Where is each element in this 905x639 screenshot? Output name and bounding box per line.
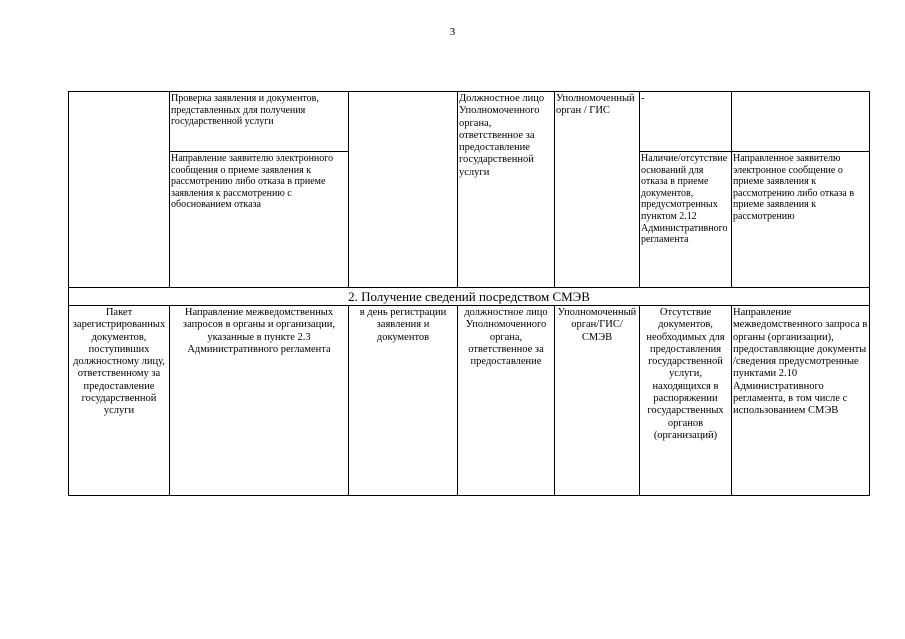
responsible-official-cell: [458, 306, 555, 496]
term-text: в день регистрации заявления и документов: [359, 307, 447, 343]
procedure-table: [68, 91, 870, 496]
action-notify-text: Направление заявителю электронного сообщения о приеме заявления к рассмотрению либо отказа в приеме заявления к рассмотрению с обоснованием отказа: [171, 153, 334, 211]
responsible-official-text: должностное лицо Уполномоченного органа, ответственное за предоставление: [464, 307, 548, 368]
place-smev-cell: [555, 306, 640, 496]
action-check-text: Проверка заявления и документов, представленных для получения государственной услуги: [171, 93, 319, 128]
action-request-text: Направление межведомственных запросов в органы и организации, указанные в пункте 2.3 Административного регламента: [182, 307, 336, 355]
criteria-dash-cell: [640, 92, 732, 152]
term-cell: [349, 306, 458, 496]
place-smev-text: Уполномоченный орган/ГИС/ СМЭВ: [557, 307, 637, 343]
action-notify-cell: [170, 152, 349, 288]
criteria-refusal-text: Наличие/отсутствие оснований для отказа в приеме документов, предусмотренных пунктом 2.12 Административного регламента: [641, 153, 728, 246]
criteria-refusal-cell: [640, 152, 732, 288]
place-cell: [555, 92, 640, 288]
page-number: 3: [449, 26, 456, 38]
criteria-dash-text: -: [641, 93, 645, 104]
table-row: [69, 92, 870, 152]
term-cell-empty: [349, 92, 458, 288]
place-text: Уполномоченный орган / ГИС: [556, 93, 635, 117]
responsible-cell: [458, 92, 555, 288]
result-cell-empty: [732, 92, 870, 152]
section-row: [69, 288, 870, 306]
result-request-cell: [732, 306, 870, 496]
result-request-text: Направление межведомственного запроса в органы (организации), предоставляющие документы /сведения предусмотренные пунктами 2.10 Административного регламента, в том числе с использованием СМЭВ: [733, 307, 868, 417]
section-title: 2. Получение сведений посредством СМЭВ: [69, 288, 870, 306]
result-message-cell: [732, 152, 870, 288]
basis-cell: [69, 306, 170, 496]
action-request-cell: [170, 306, 349, 496]
basis-text: Пакет зарегистрированных документов, поступивших должностному лицу, ответственному за предоставление государственной услуги: [72, 307, 166, 417]
basis-cell-empty: [69, 92, 170, 288]
table-row: [69, 306, 870, 496]
result-message-text: Направленное заявителю электронное сообщение о приеме заявления к рассмотрению либо отказа в приеме заявления к рассмотрению: [733, 153, 855, 222]
criteria-absence-text: Отсутствие документов, необходимых для предоставления государственной услуги, находящихся в распоряжении государственных органов (организаций): [646, 307, 725, 441]
action-check-cell: [170, 92, 349, 152]
criteria-absence-cell: [640, 306, 732, 496]
responsible-text: Должностное лицо Уполномоченного органа, ответственное за предоставление государственной услуги: [459, 93, 545, 178]
